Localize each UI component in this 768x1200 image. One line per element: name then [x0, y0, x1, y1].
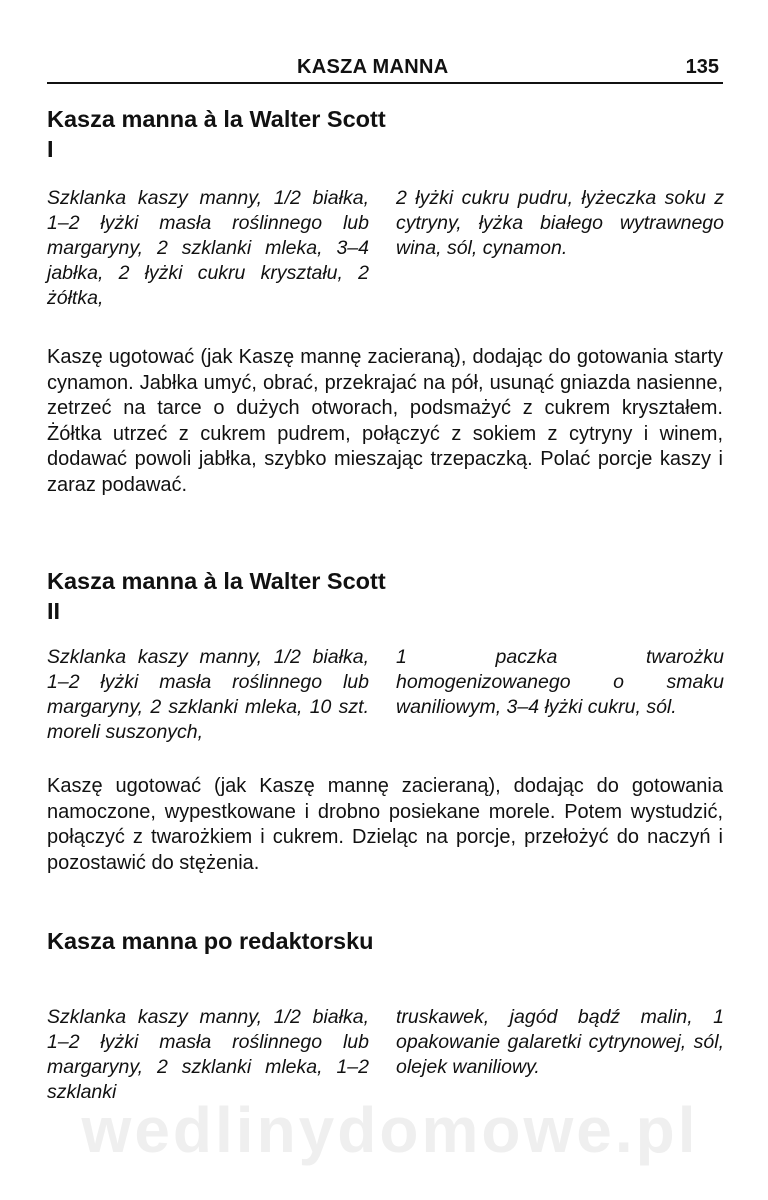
ingredients-left-column: Szklanka kaszy manny, 1/2 białka, 1–2 łyżki masła roślinnego lub margaryny, 2 szklanki mleka, 1–2 szklanki	[47, 1006, 369, 1103]
recipe-title: Kasza manna à la Walter Scott II	[47, 568, 386, 624]
recipe-title: Kasza manna à la Walter Scott I	[47, 106, 386, 162]
ingredients-left-column: Szklanka kaszy manny, 1/2 białka, 1–2 łyżki masła roślinnego lub margaryny, 2 szklanki mleka, 3–4 jabłka, 2 łyżki cukru kryształu, 2 żółtka,	[47, 187, 369, 309]
ingredients-left-column: Szklanka kaszy manny, 1/2 białka, 1–2 łyżki masła roślinnego lub margaryny, 2 szklanki mleka, 10 szt. moreli suszonych,	[47, 646, 369, 743]
page-number: 135	[685, 56, 719, 78]
recipe-title: Kasza manna po redaktorsku	[47, 928, 374, 954]
page-header	[47, 54, 723, 84]
recipe-instructions: Kaszę ugotować (jak Kaszę mannę zacieraną), dodając do gotowania namoczone, wypestkowane i drobno posiekane morele. Potem wystudzić, połączyć z twarożkiem i cukrem. Dzieląc na porcje, przełożyć do naczyń i pozostawić do stężenia.	[47, 775, 723, 874]
running-title: KASZA MANNA	[297, 56, 449, 78]
ingredients-right-column: truskawek, jagód bądź malin, 1 opakowanie galaretki cytrynowej, sól, olejek waniliowy.	[396, 1006, 724, 1078]
recipe-instructions: Kaszę ugotować (jak Kaszę mannę zacieraną), dodając do gotowania starty cynamon. Jabłka umyć, obrać, przekrajać na pół, usunąć gniazda nasienne, zetrzeć na tarce o dużych otworach, podsmażyć z cukrem kryształem. Żółtka utrzeć z cukrem pudrem, połączyć z sokiem z cytryny i winem, dodawać powoli jabłka, szybko mieszając trzepaczką. Polać porcje kaszy i zaraz podawać.	[47, 346, 723, 496]
ingredients-right-column: 1 paczka twarożku homogenizowanego o smaku waniliowym, 3–4 łyżki cukru, sól.	[396, 646, 724, 718]
watermark: wedlinydomowe.pl	[81, 1094, 699, 1166]
ingredients-right-column: 2 łyżki cukru pudru, łyżeczka soku z cytryny, łyżka białego wytrawnego wina, sól, cynamon.	[396, 187, 724, 259]
